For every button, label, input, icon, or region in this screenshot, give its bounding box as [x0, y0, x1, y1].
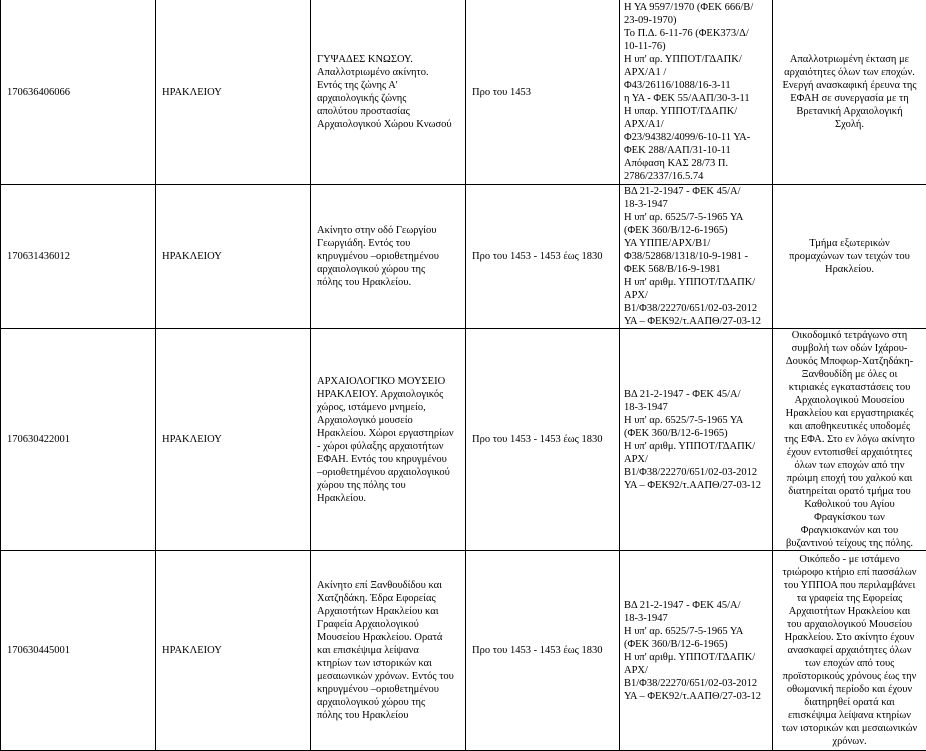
current-status [773, 0, 926, 185]
description-line: Αρχαιολογικό μουσείο [317, 414, 461, 427]
legal-basis-line: ΒΔ 21-2-1947 - ΦΕΚ 45/Α/ [624, 185, 770, 198]
description-line: χώρος, ιστάμενο μνημείο, [317, 401, 461, 414]
legal-basis-line: Η υπ' αρ. 6525/7-5-1965 ΥΑ [624, 625, 770, 638]
current-status-line: Σχολή. [776, 118, 923, 131]
table-row [1, 185, 926, 329]
legal-basis-line: Η υπ' αρ. ΥΠΠΟΤ/ΓΔΑΠΚ/ [624, 53, 770, 66]
current-status-line: όλων των εποχών από την [776, 459, 923, 472]
description-line: κηρυγμένου –οριοθετημένου [317, 250, 461, 263]
current-status-line: Ενεργή ανασκαφική έρευνα της [776, 79, 923, 92]
description-line: Αρχαιοτήτων Ηρακλείου και [317, 605, 461, 618]
legal-basis-line: Η υπ' αρ. 6525/7-5-1965 ΥΑ [624, 414, 770, 427]
legal-basis-line: 2786/2337/16.5.74 [624, 170, 770, 183]
prefecture: ΗΡΑΚΛΕΙΟΥ [156, 551, 311, 751]
current-status-line: κτιριακές εγκαταστάσεις του [776, 381, 923, 394]
current-status-line: του ΥΠΠΟΑ που περιλαμβάνει [776, 579, 923, 592]
legal-basis-line: Η υπ' αριθμ. ΥΠΠΟΤ/ΓΔΑΠΚ/ [624, 276, 770, 289]
legal-basis-line: ΑΡΧ/ [624, 453, 770, 466]
legal-basis-line: Η υπ' αριθμ. ΥΠΠΟΤ/ΓΔΑΠΚ/ [624, 651, 770, 664]
description-line: Ηρακλείου. [317, 492, 461, 505]
description-line: χώρου της πόλης του [317, 479, 461, 492]
legal-basis-line: (ΦΕΚ 360/Β/12-6-1965) [624, 224, 770, 237]
description-line: –οριοθετημένου αρχαιολογικού [317, 466, 461, 479]
legal-basis-line: ΥΑ – ΦΕΚ92/τ.ΑΑΠΘ/27-03-12 [624, 315, 770, 328]
legal-basis [620, 185, 773, 329]
description-line: - χώροι φύλαξης αρχαιοτήτων [317, 440, 461, 453]
description-line: Ηρακλείου. Χώροι εργαστηρίων [317, 427, 461, 440]
current-status-line: των ιστορικών και μεσαιωνικών [776, 722, 923, 735]
current-status-line: συμβολή των οδών Ιχάρου- [776, 342, 923, 355]
legal-basis-line: ΦΕΚ 568/Β/16-9-1981 [624, 263, 770, 276]
current-status-line: Δουκός Μποφωρ-Χατζηδάκη- [776, 355, 923, 368]
current-status [773, 185, 926, 329]
legal-basis-line: Απόφαση ΚΑΣ 28/73 Π. [624, 157, 770, 170]
current-status-line: χρόνων. [776, 735, 923, 748]
prefecture: ΗΡΑΚΛΕΙΟΥ [156, 185, 311, 329]
legal-basis-line: Η υπ' αριθμ. ΥΠΠΟΤ/ΓΔΑΠΚ/ [624, 440, 770, 453]
table-row [1, 0, 926, 185]
legal-basis-line: 10-11-76) [624, 40, 770, 53]
description-line: Ακίνητο επί Ξανθουδίδου και [317, 579, 461, 592]
current-status-line: Απαλλοτριωμένη έκταση με [776, 53, 923, 66]
description-line: κτηρίων των ιστορικών και [317, 657, 461, 670]
legal-basis-line: ΥΑ – ΦΕΚ92/τ.ΑΑΠΘ/27-03-12 [624, 690, 770, 703]
description-line: Εντός της ζώνης Α' [317, 79, 461, 92]
current-status-line: του αρχαιολογικού Μουσείου [776, 618, 923, 631]
current-status-line: Βρετανική Αρχαιολογική [776, 105, 923, 118]
current-status-line: των εποχών από τους [776, 657, 923, 670]
description-line: Μουσείου Ηρακλείου. Ορατά [317, 631, 461, 644]
legal-basis-line: (ΦΕΚ 360/Β/12-6-1965) [624, 427, 770, 440]
description-line: αρχαιολογικού χώρου της [317, 263, 461, 276]
description-line: Γεωργιάδη. Εντός του [317, 237, 461, 250]
legal-basis-line: 18-3-1947 [624, 612, 770, 625]
current-status-line: τριώροφο κτήριο επί πασσάλων [776, 566, 923, 579]
current-status-line: Φραγκισκανών και του [776, 524, 923, 537]
current-status-line: Ξανθουδίδη με όλες οι [776, 368, 923, 381]
description-line: απολύτου προστασίας [317, 105, 461, 118]
description [311, 551, 466, 751]
legal-basis-line: (ΦΕΚ 360/Β/12-6-1965) [624, 638, 770, 651]
current-status-line: τα γραφεία της Εφορείας [776, 592, 923, 605]
description-line: ΕΦΑΗ. Εντός του κηρυγμένου [317, 453, 461, 466]
description-line: Αρχαιολογικού Χώρου Κνωσού [317, 118, 461, 131]
current-status-line: Αρχαιολογικού Μουσείου [776, 394, 923, 407]
current-status-line: αρχαιότητες όλων των εποχών. [776, 66, 923, 79]
table-row [1, 551, 926, 751]
description-line: ΗΡΑΚΛΕΙΟΥ. Αρχαιολογικός [317, 388, 461, 401]
description-line: Απαλλοτριωμένο ακίνητο. [317, 66, 461, 79]
description [311, 0, 466, 185]
current-status-line: βυζαντινού τείχους της πόλης. [776, 537, 923, 550]
legal-basis-line: ΥΑ – ΦΕΚ92/τ.ΑΑΠΘ/27-03-12 [624, 479, 770, 492]
legal-basis [620, 551, 773, 751]
current-status-line: και αποθηκευτικές υποδομές [776, 420, 923, 433]
description [311, 329, 466, 551]
description-line: Γραφεία Αρχαιολογικού [317, 618, 461, 631]
legal-basis-line: ΑΡΧ/Α1/ [624, 118, 770, 131]
legal-basis [620, 0, 773, 185]
legal-basis-line: Φ38/52868/1318/10-9-1981 - [624, 250, 770, 263]
current-status-line: Ηρακλείου. [776, 263, 923, 276]
current-status-line: έχουν εντοπισθεί αρχαιότητες [776, 446, 923, 459]
period: Προ του 1453 - 1453 έως 1830 [466, 185, 620, 329]
legal-basis-line: ΥΑ ΥΠΠΕ/ΑΡΧ/Β1/ [624, 237, 770, 250]
current-status-line: Αρχαιοτήτων Ηρακλείου και [776, 605, 923, 618]
description-line: Χατζηδάκη. Έδρα Εφορείας [317, 592, 461, 605]
current-status-line: Φραγκίσκου των [776, 511, 923, 524]
current-status-line: διατηρείται ορατό τμήμα του [776, 485, 923, 498]
description-line: ΓΥΨΑΔΕΣ ΚΝΩΣΟΥ. [317, 53, 461, 66]
legal-basis-line: Φ23/94382/4099/6-10-11 ΥΑ- [624, 131, 770, 144]
legal-basis-line: Το Π.Δ. 6-11-76 (ΦΕΚ373/Δ/ [624, 27, 770, 40]
record-id: 170630445001 [1, 551, 156, 751]
legal-basis-line: Β1/Φ38/22270/651/02-03-2012 [624, 466, 770, 479]
description-line: αρχαιολογικού χώρου της [317, 696, 461, 709]
current-status-line: οθωμανική περίοδο και έχουν [776, 683, 923, 696]
current-status-line: Οικόπεδο - με ιστάμενο [776, 553, 923, 566]
current-status-line: Ηρακλείου. Στο ακίνητο έχουν [776, 631, 923, 644]
current-status-line: Καθολικού του Αγίου [776, 498, 923, 511]
description-line: ΑΡΧΑΙΟΛΟΓΙΚΟ ΜΟΥΣΕΙΟ [317, 375, 461, 388]
legal-basis-line: ΒΔ 21-2-1947 - ΦΕΚ 45/Α/ [624, 388, 770, 401]
legal-basis-line: ΑΡΧ/ [624, 289, 770, 302]
current-status-line: επισκέψιμα λείψανα κτηρίων [776, 709, 923, 722]
legal-basis-line: Β1/Φ38/22270/651/02-03-2012 [624, 677, 770, 690]
current-status-line: Ηρακλείου και εργαστηριακές [776, 407, 923, 420]
record-id: 170636406066 [1, 0, 156, 185]
legal-basis-line: ΦΕΚ 288/ΑΑΠ/31-10-11 [624, 144, 770, 157]
legal-basis [620, 329, 773, 551]
description-line: αρχαιολογικής ζώνης [317, 92, 461, 105]
period: Προ του 1453 - 1453 έως 1830 [466, 551, 620, 751]
legal-basis-line: η ΥΑ - ΦΕΚ 55/ΑΑΠ/30-3-11 [624, 92, 770, 105]
current-status-line: ΕΦΑΗ σε συνεργασία με τη [776, 92, 923, 105]
current-status [773, 551, 926, 751]
period: Προ του 1453 - 1453 έως 1830 [466, 329, 620, 551]
description [311, 185, 466, 329]
record-id: 170630422001 [1, 329, 156, 551]
legal-basis-line: ΑΡΧ/ [624, 664, 770, 677]
legal-basis-line: 23-09-1970) [624, 14, 770, 27]
current-status-line: προμαχώνων των τειχών του [776, 250, 923, 263]
legal-basis-line: Η υπ' αρ. 6525/7-5-1965 ΥΑ [624, 211, 770, 224]
prefecture: ΗΡΑΚΛΕΙΟΥ [156, 329, 311, 551]
record-id: 170631436012 [1, 185, 156, 329]
prefecture: ΗΡΑΚΛΕΙΟΥ [156, 0, 311, 185]
legal-basis-line: Η υπαρ. ΥΠΠΟΤ/ΓΔΑΠΚ/ [624, 105, 770, 118]
current-status-line: πρώιμη εποχή του χαλκού και [776, 472, 923, 485]
legal-basis-line: 18-3-1947 [624, 401, 770, 414]
current-status-line: της ΕΦΑ. Στο εν λόγω ακίνητο [776, 433, 923, 446]
legal-basis-line: 18-3-1947 [624, 198, 770, 211]
current-status-line: ανασκαφεί αρχαιότητες όλων [776, 644, 923, 657]
description-line: μεσαιωνικών χρόνων. Εντός του [317, 670, 461, 683]
description-line: πόλης του Ηρακλείου. [317, 276, 461, 289]
description-line: κηρυγμένου –οριοθετημένου [317, 683, 461, 696]
legal-basis-line: Β1/Φ38/22270/651/02-03-2012 [624, 302, 770, 315]
current-status-line: Οικοδομικό τετράγωνο στη [776, 329, 923, 342]
description-line: και επισκέψιμα λείψανα [317, 644, 461, 657]
legal-basis-line: Φ43/26116/1088/16-3-11 [624, 79, 770, 92]
current-status [773, 329, 926, 551]
current-status-line: προϊστορικούς χρόνους έως την [776, 670, 923, 683]
current-status-line: διατηρηθεί ορατά και [776, 696, 923, 709]
table-row [1, 329, 926, 551]
period: Προ του 1453 [466, 0, 620, 185]
current-status-line: Τμήμα εξωτερικών [776, 237, 923, 250]
description-line: Ακίνητο στην οδό Γεωργίου [317, 224, 461, 237]
legal-basis-line: ΒΔ 21-2-1947 - ΦΕΚ 45/Α/ [624, 599, 770, 612]
description-line: πόλης του Ηρακλείου [317, 709, 461, 722]
legal-basis-line: ΑΡΧ/Α1 / [624, 66, 770, 79]
legal-basis-line: Η ΥΑ 9597/1970 (ΦΕΚ 666/Β/ [624, 1, 770, 14]
